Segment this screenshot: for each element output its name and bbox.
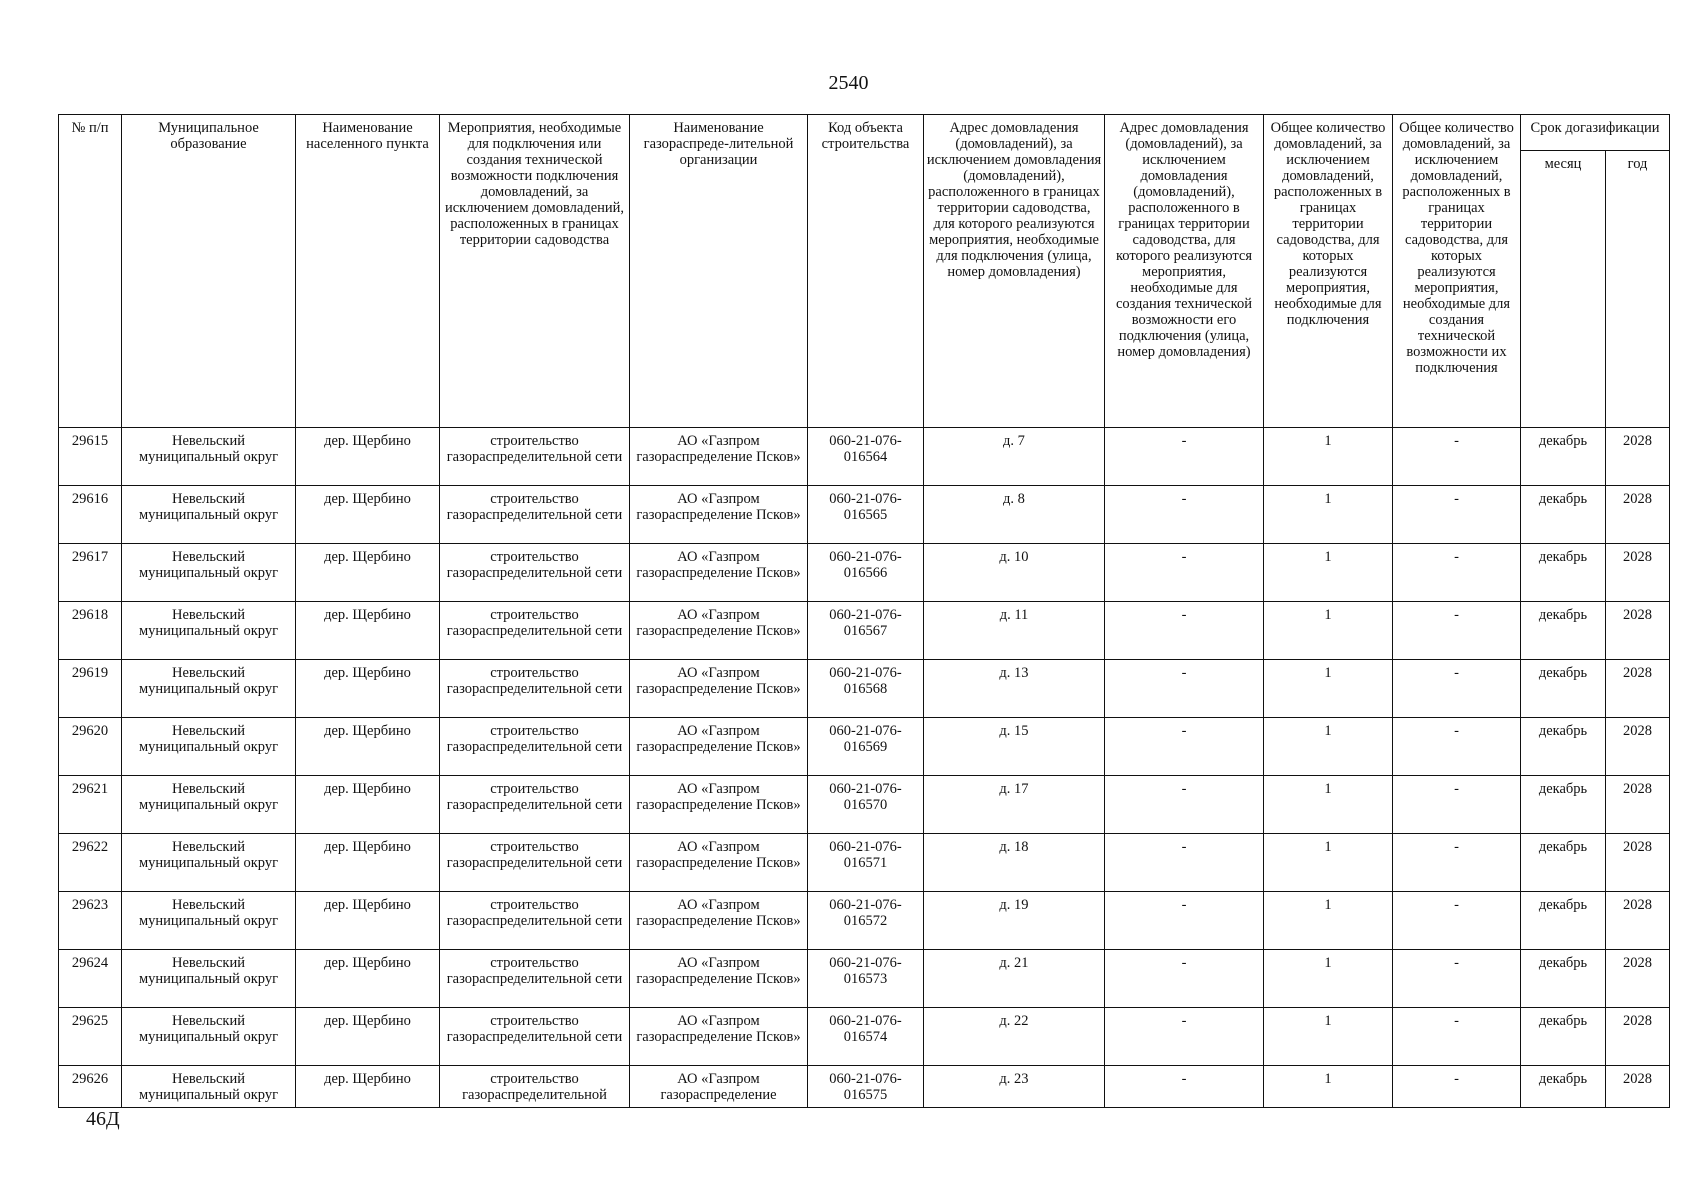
cell-gas-org: АО «Газпром газораспределение Псков» — [630, 544, 808, 602]
cell-settlement: дер. Щербино — [296, 776, 440, 834]
cell-total-tech: - — [1393, 892, 1521, 950]
cell-total-tech: - — [1393, 544, 1521, 602]
cell-address-tech: - — [1105, 718, 1264, 776]
cell-municipality: Невельский муниципальный округ — [122, 892, 296, 950]
header-deadline: Срок догазификации — [1521, 115, 1670, 151]
header-address-connect: Адрес домовладения (домовладений), за исключением домовладения (домовладений), расположенного в границах территории садоводства, для которого реализуются мероприятия, необходимые для подключения (улица, номер домовладения) — [924, 115, 1105, 428]
cell-year: 2028 — [1606, 428, 1670, 486]
cell-total-tech: - — [1393, 1008, 1521, 1066]
cell-measures: строительство газораспределительной сети — [440, 834, 630, 892]
cell-gas-org: АО «Газпром газораспределение Псков» — [630, 950, 808, 1008]
cell-month: декабрь — [1521, 660, 1606, 718]
cell-object-code: 060-21-076-016572 — [808, 892, 924, 950]
cell-municipality: Невельский муниципальный округ — [122, 950, 296, 1008]
cell-object-code: 060-21-076-016567 — [808, 602, 924, 660]
cell-year: 2028 — [1606, 834, 1670, 892]
cell-total-connect: 1 — [1264, 428, 1393, 486]
cell-measures: строительство газораспределительной сети — [440, 776, 630, 834]
cell-month: декабрь — [1521, 1066, 1606, 1108]
cell-total-tech: - — [1393, 602, 1521, 660]
cell-total-tech: - — [1393, 834, 1521, 892]
table-body — [59, 428, 1670, 1108]
cell-num: 29617 — [59, 544, 122, 602]
header-object-code: Код объекта строительства — [808, 115, 924, 428]
cell-month: декабрь — [1521, 486, 1606, 544]
cell-address-tech: - — [1105, 1008, 1264, 1066]
cell-num: 29622 — [59, 834, 122, 892]
header-gas-org: Наименование газораспреде-лительной организации — [630, 115, 808, 428]
cell-total-connect: 1 — [1264, 1066, 1393, 1108]
cell-object-code: 060-21-076-016566 — [808, 544, 924, 602]
header-num: № п/п — [59, 115, 122, 428]
cell-address-connect: д. 19 — [924, 892, 1105, 950]
cell-total-tech: - — [1393, 950, 1521, 1008]
cell-address-connect: д. 7 — [924, 428, 1105, 486]
cell-settlement: дер. Щербино — [296, 544, 440, 602]
cell-year: 2028 — [1606, 486, 1670, 544]
cell-total-connect: 1 — [1264, 1008, 1393, 1066]
cell-address-tech: - — [1105, 892, 1264, 950]
cell-month: декабрь — [1521, 950, 1606, 1008]
cell-gas-org: АО «Газпром газораспределение Псков» — [630, 602, 808, 660]
cell-settlement: дер. Щербино — [296, 428, 440, 486]
cell-address-connect: д. 21 — [924, 950, 1105, 1008]
cell-month: декабрь — [1521, 428, 1606, 486]
cell-total-tech: - — [1393, 486, 1521, 544]
cell-num: 29621 — [59, 776, 122, 834]
cell-object-code: 060-21-076-016565 — [808, 486, 924, 544]
cell-num: 29618 — [59, 602, 122, 660]
cell-measures: строительство газораспределительной сети — [440, 718, 630, 776]
cell-total-connect: 1 — [1264, 718, 1393, 776]
cell-settlement: дер. Щербино — [296, 1066, 440, 1108]
cell-municipality: Невельский муниципальный округ — [122, 1008, 296, 1066]
cell-settlement: дер. Щербино — [296, 892, 440, 950]
cell-total-tech: - — [1393, 428, 1521, 486]
cell-address-tech: - — [1105, 486, 1264, 544]
gasification-table — [58, 114, 1670, 1108]
table-row — [59, 602, 1670, 660]
cell-gas-org: АО «Газпром газораспределение — [630, 1066, 808, 1108]
cell-gas-org: АО «Газпром газораспределение Псков» — [630, 660, 808, 718]
cell-municipality: Невельский муниципальный округ — [122, 776, 296, 834]
cell-municipality: Невельский муниципальный округ — [122, 718, 296, 776]
cell-measures: строительство газораспределительной сети — [440, 428, 630, 486]
cell-total-connect: 1 — [1264, 486, 1393, 544]
cell-object-code: 060-21-076-016574 — [808, 1008, 924, 1066]
cell-num: 29620 — [59, 718, 122, 776]
cell-municipality: Невельский муниципальный округ — [122, 428, 296, 486]
cell-settlement: дер. Щербино — [296, 834, 440, 892]
cell-object-code: 060-21-076-016573 — [808, 950, 924, 1008]
cell-address-tech: - — [1105, 950, 1264, 1008]
cell-measures: строительство газораспределительной — [440, 1066, 630, 1108]
cell-gas-org: АО «Газпром газораспределение Псков» — [630, 776, 808, 834]
cell-gas-org: АО «Газпром газораспределение Псков» — [630, 892, 808, 950]
cell-address-connect: д. 15 — [924, 718, 1105, 776]
cell-object-code: 060-21-076-016564 — [808, 428, 924, 486]
cell-address-tech: - — [1105, 776, 1264, 834]
table-row — [59, 1008, 1670, 1066]
cell-year: 2028 — [1606, 544, 1670, 602]
cell-total-connect: 1 — [1264, 544, 1393, 602]
cell-year: 2028 — [1606, 602, 1670, 660]
cell-measures: строительство газораспределительной сети — [440, 602, 630, 660]
cell-num: 29625 — [59, 1008, 122, 1066]
cell-gas-org: АО «Газпром газораспределение Псков» — [630, 428, 808, 486]
cell-total-tech: - — [1393, 776, 1521, 834]
cell-num: 29615 — [59, 428, 122, 486]
cell-address-tech: - — [1105, 544, 1264, 602]
cell-municipality: Невельский муниципальный округ — [122, 1066, 296, 1108]
cell-year: 2028 — [1606, 950, 1670, 1008]
table-row — [59, 950, 1670, 1008]
cell-month: декабрь — [1521, 544, 1606, 602]
cell-address-connect: д. 18 — [924, 834, 1105, 892]
table-row — [59, 486, 1670, 544]
cell-address-tech: - — [1105, 1066, 1264, 1108]
cell-address-tech: - — [1105, 602, 1264, 660]
cell-settlement: дер. Щербино — [296, 718, 440, 776]
cell-num: 29616 — [59, 486, 122, 544]
cell-total-tech: - — [1393, 660, 1521, 718]
cell-settlement: дер. Щербино — [296, 486, 440, 544]
table-row — [59, 834, 1670, 892]
cell-address-connect: д. 11 — [924, 602, 1105, 660]
cell-measures: строительство газораспределительной сети — [440, 544, 630, 602]
cell-address-tech: - — [1105, 834, 1264, 892]
footer-code: 46Д — [86, 1108, 120, 1130]
cell-object-code: 060-21-076-016571 — [808, 834, 924, 892]
cell-num: 29623 — [59, 892, 122, 950]
cell-year: 2028 — [1606, 1008, 1670, 1066]
table-row — [59, 718, 1670, 776]
cell-settlement: дер. Щербино — [296, 1008, 440, 1066]
cell-municipality: Невельский муниципальный округ — [122, 660, 296, 718]
header-measures: Мероприятия, необходимые для подключения или создания технической возможности подключения домовладений, за исключением домовладений, расположенных в границах территории садоводства — [440, 115, 630, 428]
header-month: месяц — [1521, 151, 1606, 428]
cell-address-connect: д. 22 — [924, 1008, 1105, 1066]
cell-measures: строительство газораспределительной сети — [440, 486, 630, 544]
cell-year: 2028 — [1606, 660, 1670, 718]
cell-object-code: 060-21-076-016575 — [808, 1066, 924, 1108]
table-row — [59, 544, 1670, 602]
header-year: год — [1606, 151, 1670, 428]
cell-year: 2028 — [1606, 892, 1670, 950]
cell-gas-org: АО «Газпром газораспределение Псков» — [630, 486, 808, 544]
cell-address-connect: д. 10 — [924, 544, 1105, 602]
cell-address-tech: - — [1105, 428, 1264, 486]
cell-gas-org: АО «Газпром газораспределение Псков» — [630, 1008, 808, 1066]
cell-total-connect: 1 — [1264, 892, 1393, 950]
table-row — [59, 660, 1670, 718]
cell-address-connect: д. 13 — [924, 660, 1105, 718]
cell-year: 2028 — [1606, 776, 1670, 834]
cell-measures: строительство газораспределительной сети — [440, 1008, 630, 1066]
cell-address-connect: д. 17 — [924, 776, 1105, 834]
cell-object-code: 060-21-076-016568 — [808, 660, 924, 718]
cell-num: 29624 — [59, 950, 122, 1008]
header-address-tech: Адрес домовладения (домовладений), за исключением домовладения (домовладений), расположенного в границах территории садоводства, для которого реализуются мероприятия, необходимые для создания технической возможности его подключения (улица, номер домовладения) — [1105, 115, 1264, 428]
cell-num: 29619 — [59, 660, 122, 718]
cell-object-code: 060-21-076-016570 — [808, 776, 924, 834]
cell-address-tech: - — [1105, 660, 1264, 718]
cell-municipality: Невельский муниципальный округ — [122, 602, 296, 660]
cell-total-tech: - — [1393, 718, 1521, 776]
cell-month: декабрь — [1521, 602, 1606, 660]
table-row — [59, 1066, 1670, 1108]
cell-total-tech: - — [1393, 1066, 1521, 1108]
cell-month: декабрь — [1521, 892, 1606, 950]
cell-municipality: Невельский муниципальный округ — [122, 544, 296, 602]
cell-year: 2028 — [1606, 1066, 1670, 1108]
cell-month: декабрь — [1521, 834, 1606, 892]
cell-gas-org: АО «Газпром газораспределение Псков» — [630, 834, 808, 892]
table-row — [59, 776, 1670, 834]
cell-total-connect: 1 — [1264, 660, 1393, 718]
cell-address-connect: д. 8 — [924, 486, 1105, 544]
cell-settlement: дер. Щербино — [296, 950, 440, 1008]
cell-measures: строительство газораспределительной сети — [440, 660, 630, 718]
cell-num: 29626 — [59, 1066, 122, 1108]
cell-settlement: дер. Щербино — [296, 602, 440, 660]
cell-total-connect: 1 — [1264, 834, 1393, 892]
cell-object-code: 060-21-076-016569 — [808, 718, 924, 776]
cell-municipality: Невельский муниципальный округ — [122, 486, 296, 544]
cell-month: декабрь — [1521, 1008, 1606, 1066]
cell-total-connect: 1 — [1264, 776, 1393, 834]
table-row — [59, 428, 1670, 486]
cell-address-connect: д. 23 — [924, 1066, 1105, 1108]
cell-municipality: Невельский муниципальный округ — [122, 834, 296, 892]
header-total-connect: Общее количество домовладений, за исключением домовладений, расположенных в границах территории садоводства, для которых реализуются мероприятия, необходимые для подключения — [1264, 115, 1393, 428]
table-row — [59, 892, 1670, 950]
cell-year: 2028 — [1606, 718, 1670, 776]
cell-measures: строительство газораспределительной сети — [440, 950, 630, 1008]
header-total-tech: Общее количество домовладений, за исключением домовладений, расположенных в границах территории садоводства, для которых реализуются мероприятия, необходимые для создания технической возможности их подключения — [1393, 115, 1521, 428]
cell-measures: строительство газораспределительной сети — [440, 892, 630, 950]
cell-total-connect: 1 — [1264, 950, 1393, 1008]
page-number: 2540 — [828, 72, 869, 94]
cell-month: декабрь — [1521, 776, 1606, 834]
cell-gas-org: АО «Газпром газораспределение Псков» — [630, 718, 808, 776]
header-municipality: Муниципальное образование — [122, 115, 296, 428]
cell-month: декабрь — [1521, 718, 1606, 776]
header-settlement: Наименование населенного пункта — [296, 115, 440, 428]
cell-settlement: дер. Щербино — [296, 660, 440, 718]
cell-total-connect: 1 — [1264, 602, 1393, 660]
